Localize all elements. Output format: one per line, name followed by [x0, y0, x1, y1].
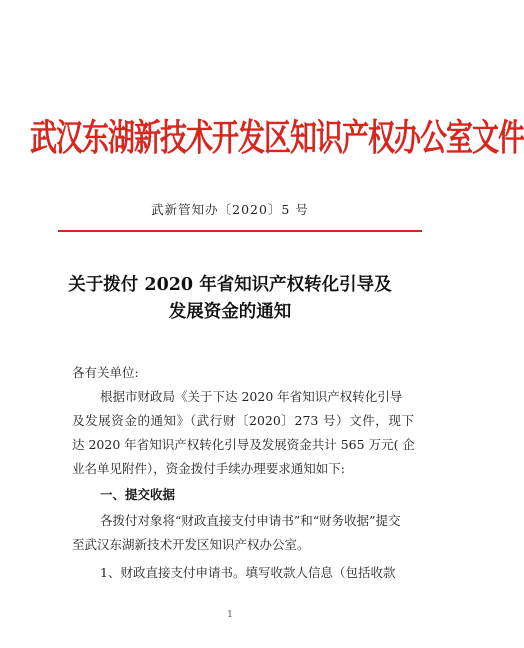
paragraph-1-line-2: 及发展资金的通知》（武行财〔2020〕273 号）文件，现下 [72, 413, 414, 428]
paragraph-1-line-1: 根据市财政局《关于下达 2020 年省知识产权转化引导 [100, 389, 403, 404]
paragraph-1-line-4: 业名单见附件），资金拨付手续办理要求通知如下: [72, 461, 345, 476]
red-divider [58, 230, 422, 232]
paragraph-2-line-2: 至武汉东湖新技术开发区知识产权办公室。 [72, 537, 310, 552]
issuer-title: 武汉东湖新技术开发区知识产权办公室文件 [30, 117, 524, 160]
section-1-heading: 一、提交收据 [100, 487, 176, 502]
document-title-line-1: 关于拨付 2020 年省知识产权转化引导及 [68, 275, 392, 295]
paragraph-3-line-1: 1、财政直接支付申请书。填写收款人信息（包括收款 [100, 565, 396, 580]
document-number: 武新管知办〔2020〕5 号 [151, 202, 309, 217]
salutation: 各有关单位: [72, 365, 139, 380]
document-title-line-2: 发展资金的通知 [168, 302, 292, 322]
page-number: 1 [227, 610, 233, 620]
paragraph-2-line-1: 各拨付对象将“财政直接支付申请书”和“财务收据”提交 [100, 513, 401, 528]
document-title [60, 272, 400, 326]
paragraph-1-line-3: 达 2020 年省知识产权转化引导及发展资金共计 565 万元( 企 [72, 437, 415, 452]
